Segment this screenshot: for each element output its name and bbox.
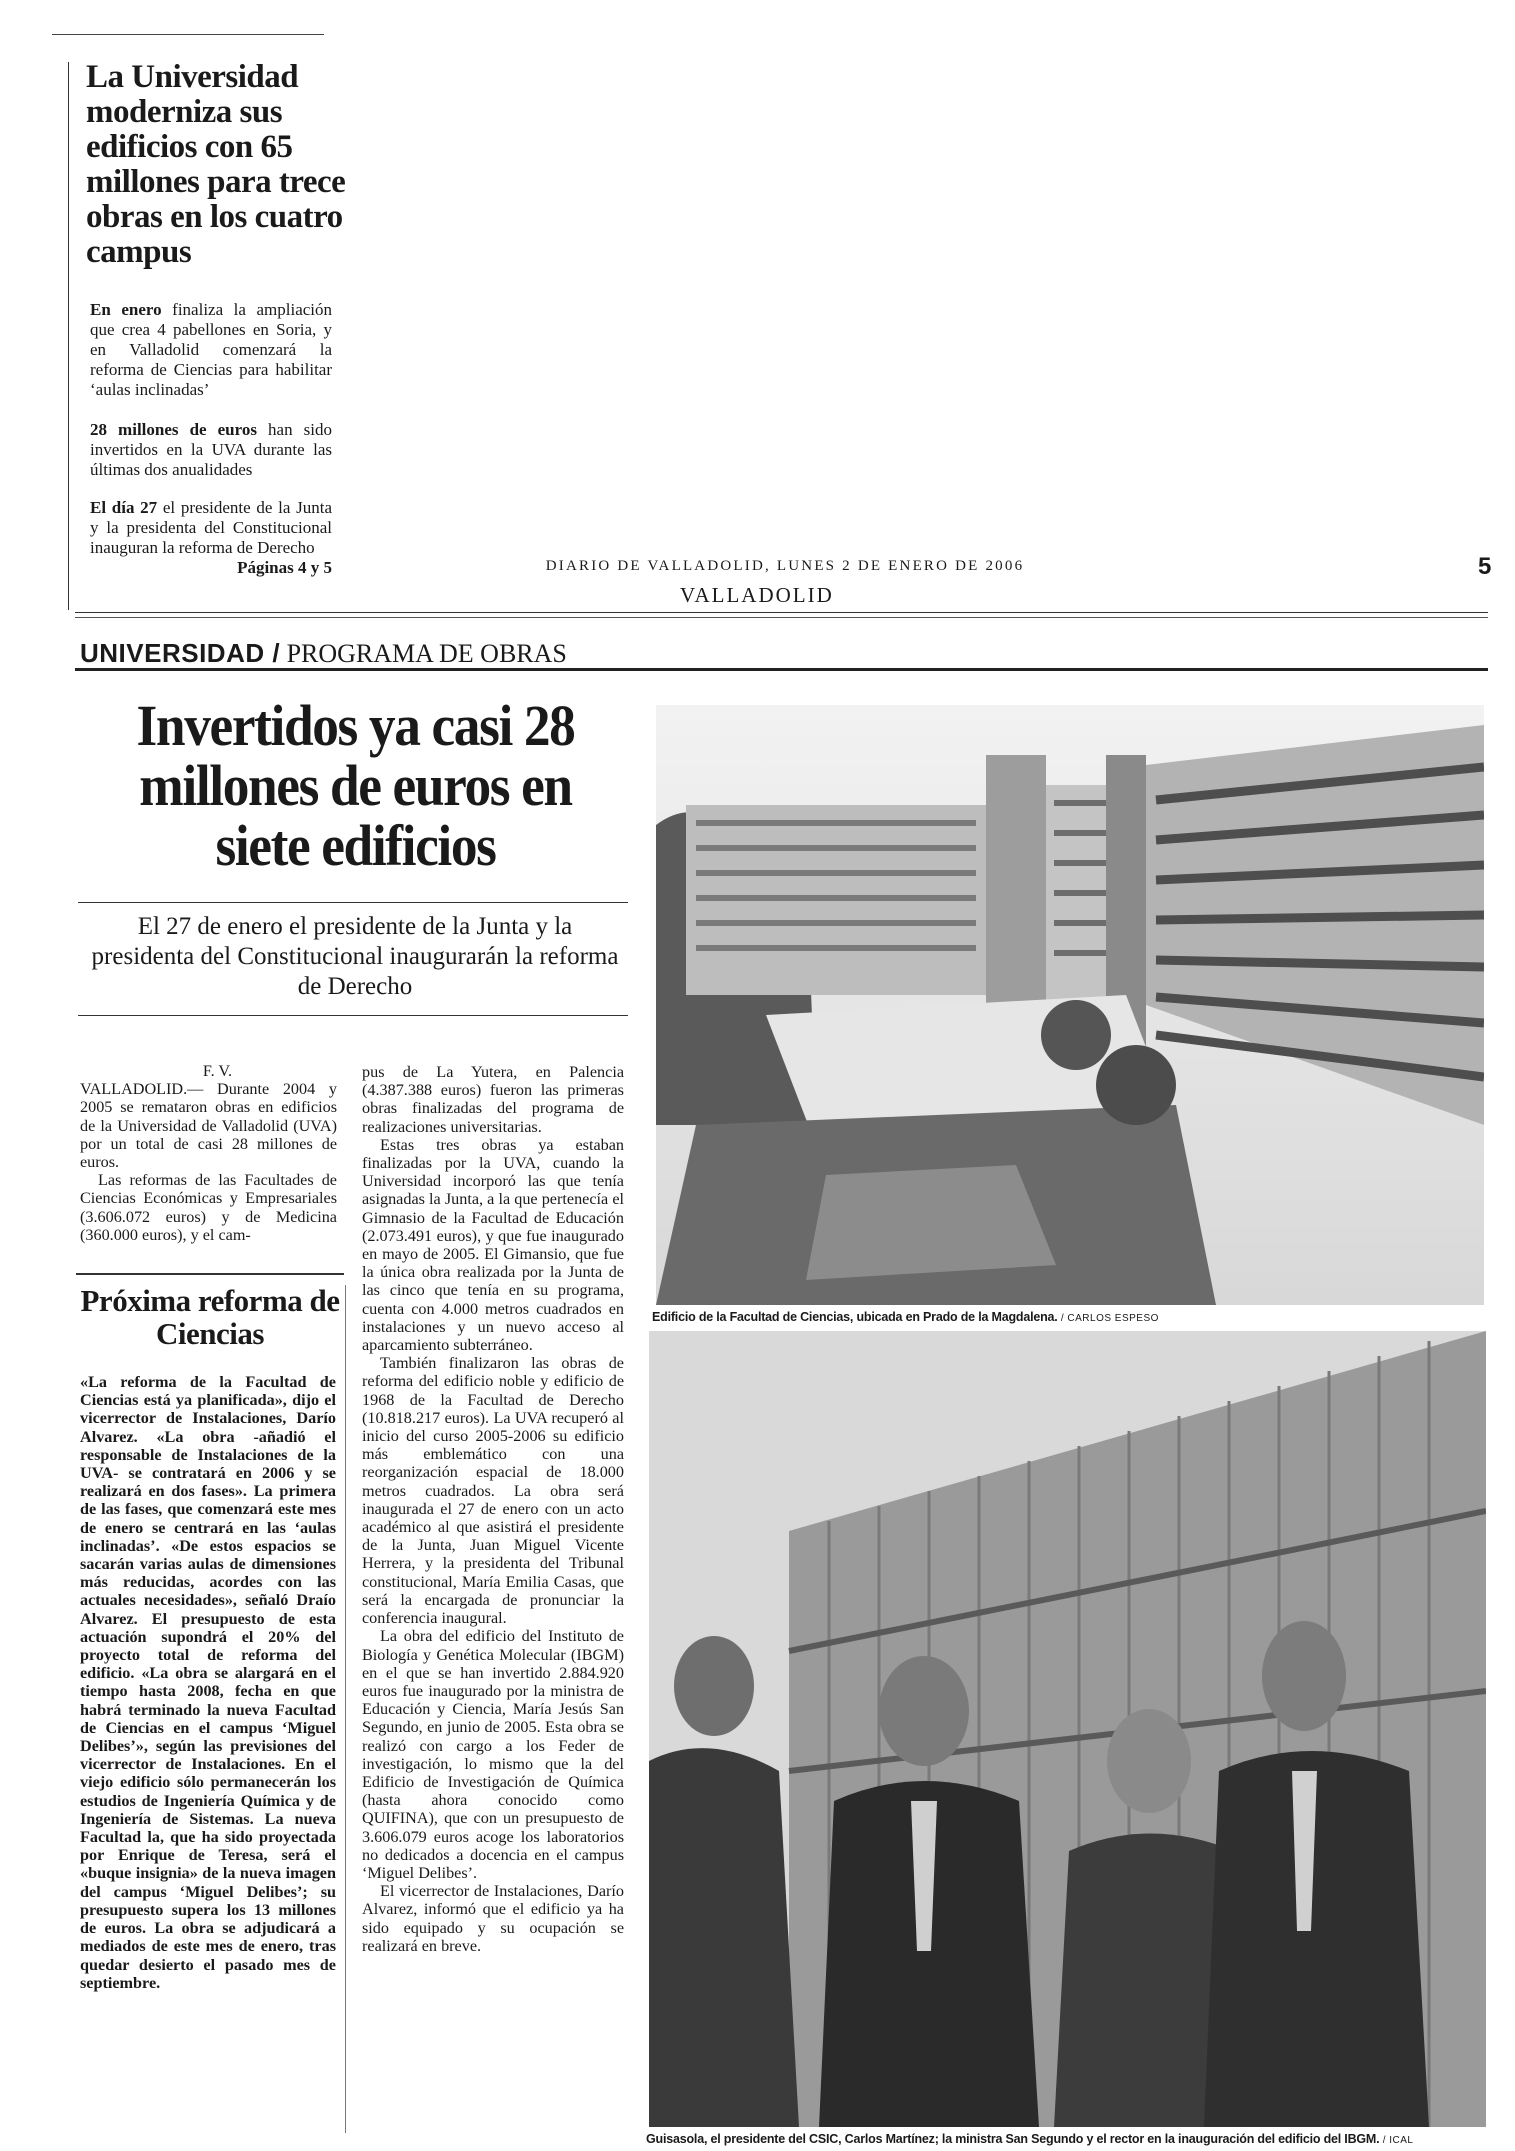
kicker [80, 638, 567, 669]
body-paragraph: Estas tres obras ya estaban finalizadas por la UVA, cuando la Universidad incorporó las que tenía asignadas la Junta, a la que pertenecía el Gimnasio de la Facultad de Educación (2.073.491 euros), y que fue inaugurado en mayo de 2005. El Gimansio, que fue la única obra realizada por la Junta de las cinco que tenía en su programa, cuenta con 4.000 metros cuadrados en instalaciones y un nuevo acceso al aparcamiento subterráneo. [362, 1135, 624, 1355]
header-rule-thin [75, 617, 1488, 618]
byline: F. V. [202, 1062, 233, 1080]
subhead-rule-bottom [78, 1015, 628, 1016]
summary-item-2 [90, 420, 332, 480]
box-heading: Próxima reforma de Ciencias [80, 1283, 340, 1351]
summary-item-text: han sido invertidos en la UVA durante las últimas dos anualidades [90, 420, 332, 479]
box-body [80, 1373, 336, 1992]
photo-caption-2 [646, 2132, 1414, 2146]
summary-item-lead: En enero [90, 300, 162, 319]
body-paragraph: También finalizaron las obras de reforma del edificio noble y edificio de 1968 de la Facultad de Derecho (10.818.217 euros). La UVA recuperó al inicio del curso 2005-2006 su edificio más emblemático con una reorganización espacial de 18.000 metros cuadrados. La obra será inaugurada el 27 de enero con un acto académico al que asistirá el presidente de la Junta, Juan Miguel Vicente Herrera, y la presidenta del Tribunal constitucional, María Emilia Casas, que será la encargada de pronunciar la conferencia inaugural. [362, 1354, 624, 1628]
page-number: 5 [1478, 553, 1492, 580]
top-rule [52, 34, 324, 35]
caption-text: Edificio de la Facultad de Ciencias, ubicada en Prado de la Magdalena. [652, 1310, 1058, 1324]
box-rule [76, 1273, 344, 1275]
body-paragraph: VALLADOLID.— Durante 2004 y 2005 se remataron obras en edificios de la Universidad de Valladolid (UVA) por un total de casi 28 millones de euros. [80, 1080, 337, 1172]
column-divider [345, 1285, 346, 2133]
header-rule [75, 612, 1488, 613]
summary-item-text: finaliza la ampliación que crea 4 pabellones en Soria, y en Valladolid comenzará la reforma de Ciencias para habilitar ‘aulas inclinadas’ [90, 300, 333, 399]
caption-text: Guisasola, el presidente del CSIC, Carlos Martínez; la ministra San Segundo y el rector en la inauguración del edificio del IBGM. [646, 2132, 1380, 2146]
headline: Invertidos ya casi 28 millones de euros en siete edificios [136, 693, 575, 878]
body-paragraph: El vicerrector de Instalaciones, Darío Alvarez, informó que el edificio ya ha sido equipado y su ocupación se realizará en breve. [362, 1882, 624, 1955]
subhead: El 27 de enero el presidente de la Junta y la presidenta del Constitucional inaugurarán la reforma de Derecho [91, 913, 619, 1000]
box-paragraph: «La reforma de la Facultad de Ciencias está ya planificada», dijo el vicerrector de Instalaciones, Darío Alvarez. «La obra -añadió el responsable de Instalaciones de la UVA- se contratará en 2006 y se realizará en dos fases». La primera de las fases, que comenzará este mes de enero se centrará en las ‘aulas inclinadas’. «De estos espacios se sacarán varias aulas de dimensiones más reducidas, acordes con las actuales necesidades», señaló Draío Alvarez. El presupuesto de esta actuación supondrá el 20% del proyecto total de reforma del edificio. «La obra se alargará en el tiempo hasta 2008, fecha en que habrá terminado la nueva Facultad de Ciencias en el campus ‘Miguel Delibes’», según las previsiones del vicerrector de Instalaciones. En el viejo edificio sólo permanecerán los estudios de Ingeniería Química y de Ingeniería de Sistemas. La nueva Facultad la, que ha sido proyectada por Enrique de Teresa, será el «buque insignia» de la nueva imagen del campus ‘Miguel Delibes’; su presupuesto supera los 13 millones de euros. La obra se adjudicará a mediados de este mes de enero, tras quedar desierto el pasado mes de septiembre. [80, 1373, 336, 1992]
subhead-rule-top [78, 902, 628, 903]
photo-credit: / CARLOS ESPESO [1057, 1313, 1159, 1324]
summary-item-lead: El día 27 [90, 498, 158, 517]
kicker-rule [75, 668, 1488, 671]
masthead: DIARIO DE VALLADOLID, LUNES 2 DE ENERO DE 2006 [545, 558, 1025, 574]
photo-ibgm-inauguration [649, 1331, 1486, 2127]
summary-item-text: el presidente de la Junta y la presidenta del Constitucional inauguran la reforma de Derecho [90, 498, 332, 557]
body-paragraph: pus de La Yutera, en Palencia (4.387.388 euros) fueron las primeras obras finalizadas del programa de realizaciones universitarias. [362, 1063, 624, 1136]
summary-item-3 [90, 498, 332, 578]
page-reference: Páginas 4 y 5 [237, 558, 332, 577]
summary-vertical-rule [68, 62, 69, 610]
kicker-main: UNIVERSIDAD / [80, 638, 281, 668]
photo-credit: / ICAL [1379, 2135, 1414, 2146]
summary-item-1 [90, 300, 332, 400]
body-column-1 [80, 1062, 337, 1244]
body-paragraph: Las reformas de las Facultades de Ciencias Económicas y Empresariales (3.606.072 euros) y de Medicina (360.000 euros), y el cam- [80, 1171, 337, 1244]
body-paragraph: La obra del edificio del Instituto de Biología y Genética Molecular (IBGM) en el que se han invertido 2.884.920 euros fue inaugurado por la ministra de Educación y Ciencia, María Jesús San Segundo, en junio de 2005. Esta obra se realizó con cargo a los Feder de investigación, lo mismo que la del Edificio de Investigación de Química (hasta ahora conocido como QUIFINA), que con un presupuesto de 3.606.079 euros acoge los laboratorios no dedicados a docencia en el campus ‘Miguel Delibes’. [362, 1627, 624, 1882]
kicker-sub: PROGRAMA DE OBRAS [280, 639, 567, 668]
summary-title: La Universidad moderniza sus edificios con 65 millones para trece obras en los cuatro campus [86, 59, 346, 270]
photo-faculty-building [656, 705, 1484, 1305]
section-name: VALLADOLID [680, 583, 834, 607]
body-column-2 [362, 1063, 624, 1955]
summary-item-lead: 28 millones de euros [90, 420, 257, 439]
photo-caption-1 [652, 1310, 1159, 1324]
